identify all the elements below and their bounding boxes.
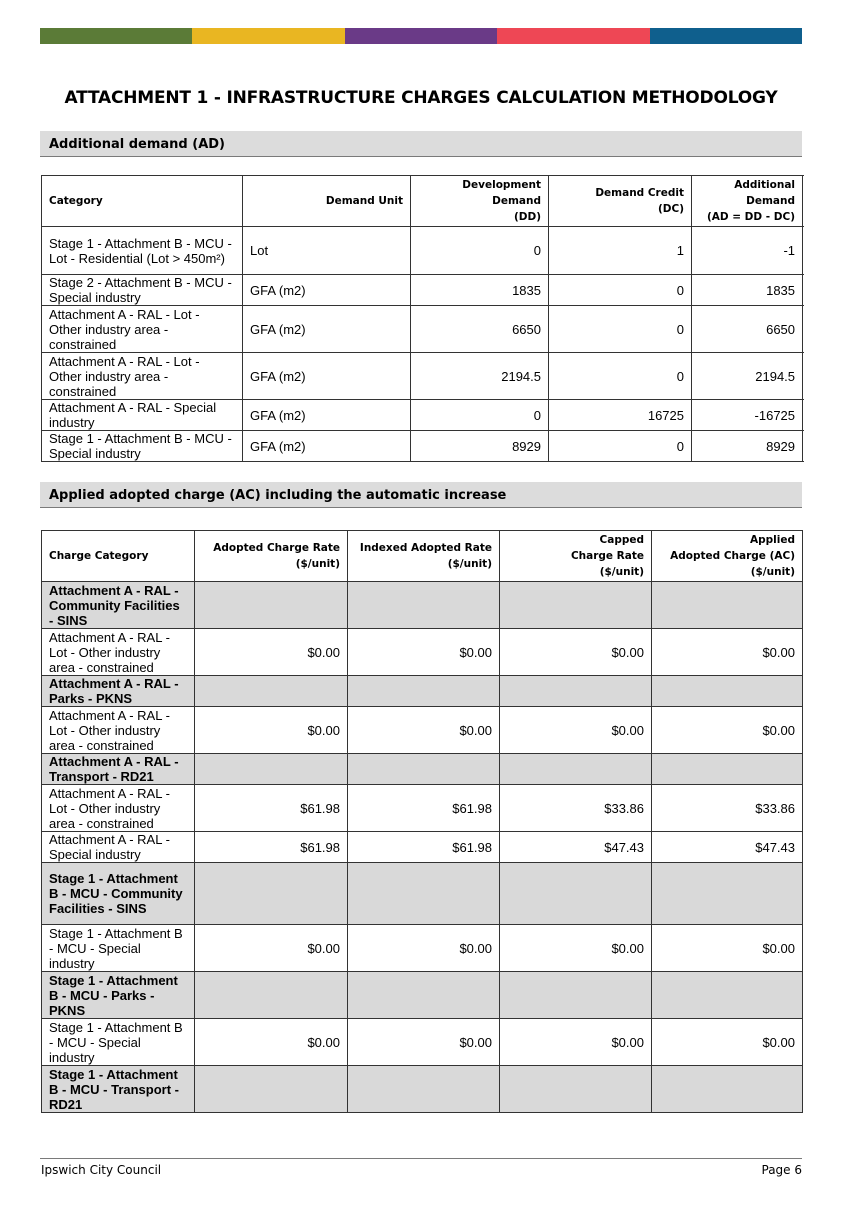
table-row <box>42 785 803 832</box>
cell-additional-demand: 6650 <box>692 306 803 353</box>
cell-capped-charge-rate <box>500 754 652 785</box>
color-bar-red <box>497 28 649 44</box>
table-row <box>42 431 803 462</box>
group-header-row <box>42 972 803 1019</box>
page-title: ATTACHMENT 1 - INFRASTRUCTURE CHARGES CALCULATION METHODOLOGY <box>64 88 778 108</box>
footer-divider <box>40 1158 802 1159</box>
cell-indexed-adopted-rate <box>348 863 500 925</box>
cell-category: Stage 1 - Attachment B - MCU - Lot - Residential (Lot > 450m²) <box>42 227 243 275</box>
cell-charge-category: Attachment A - RAL - Lot - Other industry area - constrained <box>42 629 195 676</box>
col-header-demand-unit: Demand Unit <box>243 176 411 227</box>
cell-capped-charge-rate: $0.00 <box>500 1019 652 1066</box>
cell-adopted-charge-rate: $0.00 <box>195 1019 348 1066</box>
cell-development-demand: 8929 <box>411 431 549 462</box>
table-row <box>42 275 803 306</box>
brand-color-bar <box>40 28 802 44</box>
col-header-indexed-adopted-rate: Indexed Adopted Rate ($/unit) <box>348 531 500 582</box>
col-header-capped-charge-rate: Capped Charge Rate ($/unit) <box>500 531 652 582</box>
cell-category: Attachment A - RAL - Lot - Other industry area - constrained <box>42 306 243 353</box>
cell-indexed-adopted-rate: $0.00 <box>348 707 500 754</box>
cell-additional-demand: -16725 <box>692 400 803 431</box>
cell-demand-unit: GFA (m2) <box>243 275 411 306</box>
cell-charge-category: Stage 1 - Attachment B - MCU - Special industry <box>42 925 195 972</box>
cell-demand-credit: 1 <box>549 227 692 275</box>
cell-capped-charge-rate: $33.86 <box>500 785 652 832</box>
cell-applied-adopted-charge <box>652 972 803 1019</box>
cell-demand-unit: GFA (m2) <box>243 400 411 431</box>
cell-applied-adopted-charge: $33.86 <box>652 785 803 832</box>
cell-indexed-adopted-rate <box>348 972 500 1019</box>
cell-charge-category: Stage 1 - Attachment B - MCU - Special industry <box>42 1019 195 1066</box>
cell-additional-demand: 1835 <box>692 275 803 306</box>
cell-applied-adopted-charge <box>652 1066 803 1113</box>
cell-charge-category: Stage 1 - Attachment B - MCU - Transport - RD21 <box>42 1066 195 1113</box>
group-header-row <box>42 863 803 925</box>
additional-demand-table <box>41 175 803 462</box>
cell-development-demand: 1835 <box>411 275 549 306</box>
col-header-adopted-charge-rate: Adopted Charge Rate ($/unit) <box>195 531 348 582</box>
cell-indexed-adopted-rate <box>348 754 500 785</box>
cell-capped-charge-rate: $0.00 <box>500 629 652 676</box>
cell-category: Stage 2 - Attachment B - MCU - Special industry <box>42 275 243 306</box>
table-row <box>42 629 803 676</box>
cell-charge-category: Attachment A - RAL - Special industry <box>42 832 195 863</box>
cell-capped-charge-rate: $0.00 <box>500 925 652 972</box>
group-header-row <box>42 1066 803 1113</box>
cell-applied-adopted-charge <box>652 754 803 785</box>
group-header-row <box>42 754 803 785</box>
col-header-demand-credit: Demand Credit (DC) <box>549 176 692 227</box>
table-row <box>42 832 803 863</box>
color-bar-yellow <box>192 28 344 44</box>
cell-indexed-adopted-rate: $0.00 <box>348 925 500 972</box>
footer-organization: Ipswich City Council <box>41 1163 162 1177</box>
cell-development-demand: 0 <box>411 400 549 431</box>
cell-additional-demand: -1 <box>692 227 803 275</box>
cell-adopted-charge-rate: $0.00 <box>195 629 348 676</box>
cell-category: Attachment A - RAL - Special industry <box>42 400 243 431</box>
cell-additional-demand: 2194.5 <box>692 353 803 400</box>
color-bar-green <box>40 28 192 44</box>
cell-applied-adopted-charge <box>652 863 803 925</box>
cell-demand-credit: 0 <box>549 353 692 400</box>
applied-charge-table <box>41 530 803 1113</box>
cell-capped-charge-rate: $0.00 <box>500 707 652 754</box>
cell-indexed-adopted-rate: $0.00 <box>348 1019 500 1066</box>
table-header-row <box>42 531 803 582</box>
cell-charge-category: Attachment A - RAL - Lot - Other industry area - constrained <box>42 785 195 832</box>
col-header-category: Category <box>42 176 243 227</box>
group-header-row <box>42 582 803 629</box>
cell-charge-category: Stage 1 - Attachment B - MCU - Community Facilities - SINS <box>42 863 195 925</box>
cell-indexed-adopted-rate <box>348 676 500 707</box>
cell-charge-category: Attachment A - RAL - Parks - PKNS <box>42 676 195 707</box>
section-heading-additional-demand: Additional demand (AD) <box>40 131 802 157</box>
group-header-row <box>42 676 803 707</box>
cell-indexed-adopted-rate <box>348 582 500 629</box>
footer-page-number: Page 6 <box>761 1163 802 1177</box>
table-header-row <box>42 176 803 227</box>
table-row <box>42 707 803 754</box>
cell-demand-credit: 0 <box>549 431 692 462</box>
cell-capped-charge-rate <box>500 676 652 707</box>
cell-adopted-charge-rate <box>195 972 348 1019</box>
col-header-applied-adopted-charge: Applied Adopted Charge (AC) ($/unit) <box>652 531 803 582</box>
section-heading-applied-adopted-charge: Applied adopted charge (AC) including the automatic increase <box>40 482 802 508</box>
cell-applied-adopted-charge: $0.00 <box>652 629 803 676</box>
cell-indexed-adopted-rate <box>348 1066 500 1113</box>
cell-charge-category: Attachment A - RAL - Lot - Other industry area - constrained <box>42 707 195 754</box>
cell-demand-unit: GFA (m2) <box>243 353 411 400</box>
cell-capped-charge-rate <box>500 1066 652 1113</box>
table-row <box>42 306 803 353</box>
cell-applied-adopted-charge <box>652 676 803 707</box>
cell-development-demand: 0 <box>411 227 549 275</box>
cell-capped-charge-rate <box>500 863 652 925</box>
color-bar-blue <box>650 28 802 44</box>
cell-charge-category: Attachment A - RAL - Transport - RD21 <box>42 754 195 785</box>
col-header-additional-demand: Additional Demand (AD = DD - DC) <box>692 176 803 227</box>
cell-demand-credit: 0 <box>549 275 692 306</box>
cell-adopted-charge-rate <box>195 1066 348 1113</box>
cell-additional-demand: 8929 <box>692 431 803 462</box>
cell-category: Stage 1 - Attachment B - MCU - Special industry <box>42 431 243 462</box>
cell-adopted-charge-rate <box>195 582 348 629</box>
col-header-development-demand: Development Demand (DD) <box>411 176 549 227</box>
cell-demand-unit: GFA (m2) <box>243 431 411 462</box>
cell-capped-charge-rate <box>500 972 652 1019</box>
table-row <box>42 1019 803 1066</box>
cell-adopted-charge-rate <box>195 676 348 707</box>
cell-indexed-adopted-rate: $61.98 <box>348 785 500 832</box>
color-bar-purple <box>345 28 497 44</box>
cell-adopted-charge-rate: $0.00 <box>195 707 348 754</box>
cell-applied-adopted-charge: $47.43 <box>652 832 803 863</box>
table-row <box>42 400 803 431</box>
cell-capped-charge-rate <box>500 582 652 629</box>
table-row <box>42 925 803 972</box>
cell-adopted-charge-rate <box>195 863 348 925</box>
cell-adopted-charge-rate: $0.00 <box>195 925 348 972</box>
cell-applied-adopted-charge: $0.00 <box>652 1019 803 1066</box>
cell-charge-category: Attachment A - RAL - Community Facilities - SINS <box>42 582 195 629</box>
cell-applied-adopted-charge: $0.00 <box>652 707 803 754</box>
cell-indexed-adopted-rate: $61.98 <box>348 832 500 863</box>
cell-adopted-charge-rate <box>195 754 348 785</box>
cell-demand-unit: GFA (m2) <box>243 306 411 353</box>
cell-demand-credit: 0 <box>549 306 692 353</box>
cell-demand-credit: 16725 <box>549 400 692 431</box>
cell-development-demand: 2194.5 <box>411 353 549 400</box>
cell-capped-charge-rate: $47.43 <box>500 832 652 863</box>
cell-demand-unit: Lot <box>243 227 411 275</box>
col-header-charge-category: Charge Category <box>42 531 195 582</box>
cell-indexed-adopted-rate: $0.00 <box>348 629 500 676</box>
cell-applied-adopted-charge <box>652 582 803 629</box>
cell-adopted-charge-rate: $61.98 <box>195 832 348 863</box>
cell-applied-adopted-charge: $0.00 <box>652 925 803 972</box>
cell-adopted-charge-rate: $61.98 <box>195 785 348 832</box>
cell-development-demand: 6650 <box>411 306 549 353</box>
cell-charge-category: Stage 1 - Attachment B - MCU - Parks - PKNS <box>42 972 195 1019</box>
cell-category: Attachment A - RAL - Lot - Other industry area - constrained <box>42 353 243 400</box>
table-row <box>42 353 803 400</box>
table-row <box>42 227 803 275</box>
